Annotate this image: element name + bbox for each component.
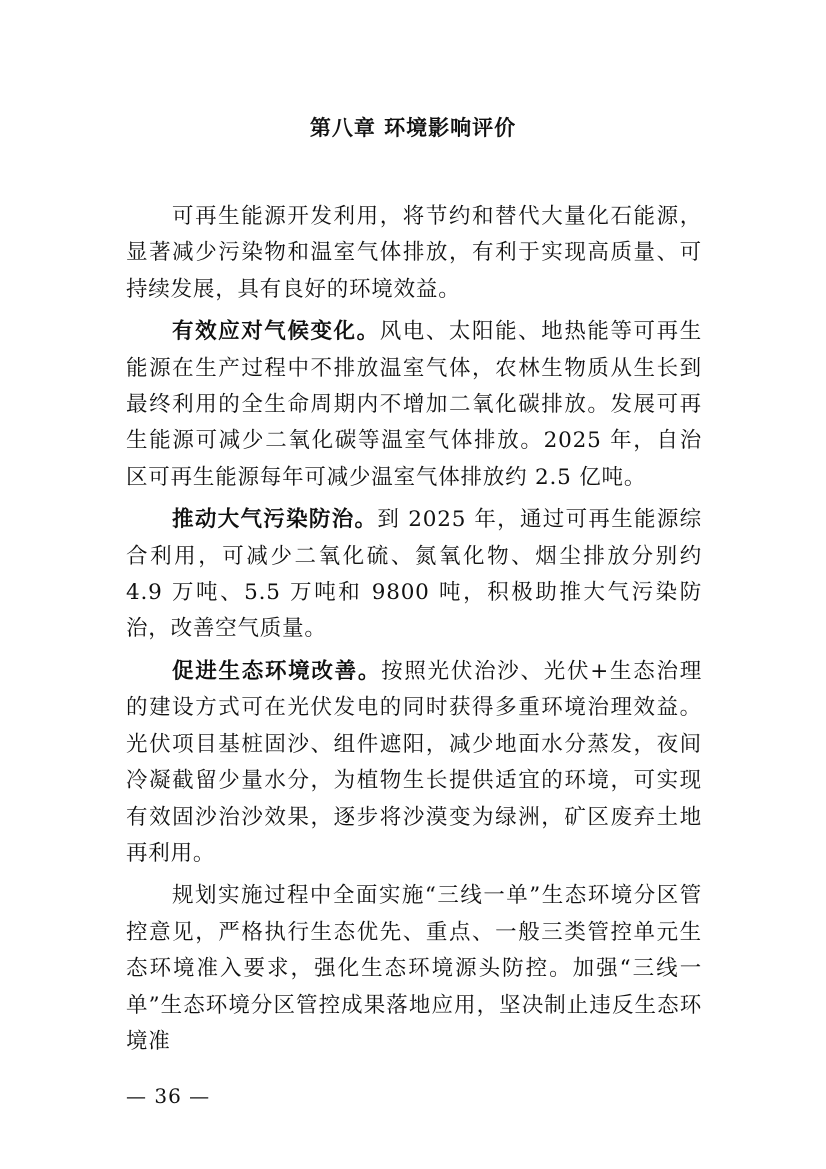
paragraph-ecology — [126, 654, 702, 872]
paragraph-lead: 推动大气污染防治。 — [172, 507, 378, 533]
paragraph-text: 按照光伏治沙、光伏+生态治理的建设方式可在光伏发电的同时获得多重环境治理效益。光伏项目基桩固沙、组件遮阳，减少地面水分蒸发，夜间冷凝截留少量水分，为植物生长提供适宜的环境，可实现有效固沙治沙效果，逐步将沙漠变为绿洲，矿区废弃土地再利用。 — [126, 658, 703, 866]
paragraph-text: 到 2025 年，通过可再生能源综合利用，可减少二氧化硫、氮氧化物、烟尘排放分别约 4.9 万吨、5.5 万吨和 9800 吨，积极助推大气污染防治，改善空气质量。 — [126, 507, 702, 642]
paragraph-intro — [126, 199, 702, 308]
page-number: — 36 — — [126, 1084, 211, 1108]
paragraph-climate — [126, 314, 702, 496]
body-text — [126, 199, 702, 1066]
paragraph-text: 规划实施过程中全面实施“三线一单”生态环境分区管控意见，严格执行生态优先、重点、一般三类管控单元生态环境准入要求，强化生态环境源头防控。加强“三线一单”生态环境分区管控成果落地应用，坚决制止违反生态环境准 — [126, 883, 702, 1054]
paragraph-lead: 促进生态环境改善。 — [172, 658, 382, 684]
paragraph-air-pollution — [126, 502, 702, 648]
paragraph-text: 可再生能源开发利用，将节约和替代大量化石能源，显著减少污染物和温室气体排放，有利于实现高质量、可持续发展，具有良好的环境效益。 — [126, 204, 702, 302]
paragraph-zoning-control — [126, 878, 702, 1060]
paragraph-lead: 有效应对气候变化。 — [172, 319, 380, 345]
paragraph-text: 风电、太阳能、地热能等可再生能源在生产过程中不排放温室气体，农林生物质从生长到最终利用的全生命周期内不增加二氧化碳排放。发展可再生能源可减少二氧化碳等温室气体排放。2025 年，自治区可再生能源每年可减少温室气体排放约 2.5 亿吨。 — [126, 319, 703, 490]
chapter-title: 第八章 环境影响评价 — [309, 116, 517, 140]
